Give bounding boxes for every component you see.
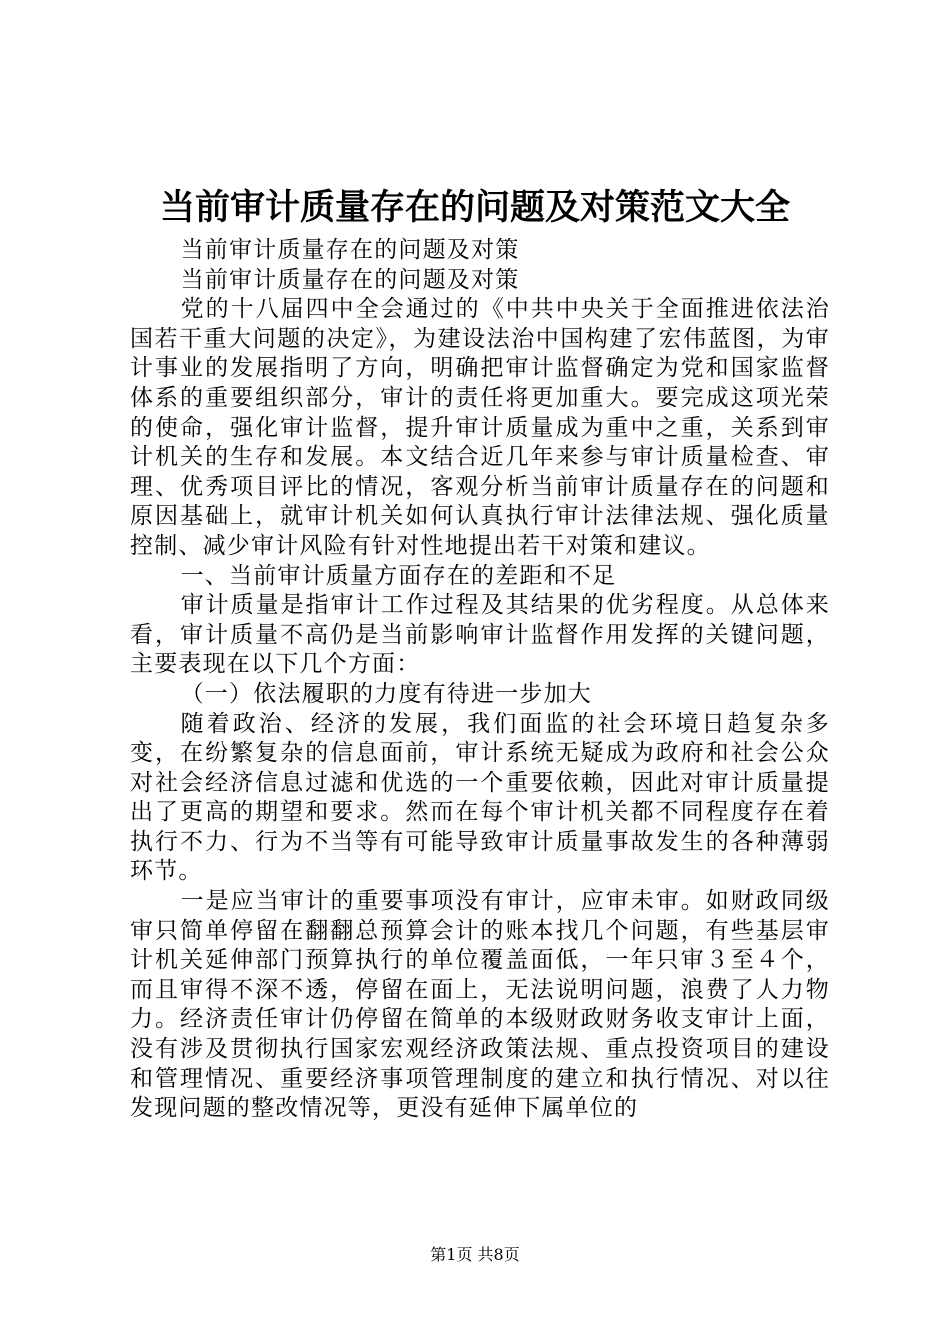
paragraph-environment: 随着政治、经济的发展，我们面监的社会环境日趋复杂多变，在纷繁复杂的信息面前，审计系统无疑成为政府和社会公众对社会经济信息过滤和优选的一个重要依赖，因此对审计质量提出了更高的期望和要求。然而在每个审计机关都不同程度存在着执行不力、行为不当等有可能导致审计质量事故发生的各种薄弱环节。 (130, 710, 830, 885)
page-footer: 第1页 共8页 (430, 1245, 520, 1264)
paragraph-subtitle-2: 当前审计质量存在的问题及对策 (180, 266, 520, 293)
document-title: 当前审计质量存在的问题及对策范文大全 (159, 187, 790, 228)
document-body (130, 236, 830, 1124)
paragraph-point-one: 一是应当审计的重要事项没有审计，应审未审。如财政同级审只简单停留在翻翻总预算会计的账本找几个问题，有些基层审计机关延伸部门预算执行的单位覆盖面低，一年只审３至４个，而且审得不深不透，停留在面上，无法说明问题，浪费了人力物力。经济责任审计仍停留在简单的本级财政财务收支审计上面，没有涉及贯彻执行国家宏观经济政策法规、重点投资项目的建设和管理情况、重要经济事项管理制度的建立和执行情况、对以往发现问题的整改情况等，更没有延伸下属单位的 (130, 888, 830, 1122)
paragraph-intro: 党的十八届四中全会通过的《中共中央关于全面推进依法治国若干重大问题的决定》，为建设法治中国构建了宏伟蓝图，为审计事业的发展指明了方向，明确把审计监督确定为党和国家监督体系的重要组织部分，审计的责任将更加重大。要完成这项光荣的使命，强化审计监督，提升审计质量成为重中之重，关系到审计机关的生存和发展。本文结合近几年来参与审计质量检查、审理、优秀项目评比的情况，客观分析当前审计质量存在的问题和原因基础上，就审计机关如何认真执行审计法律法规、强化质量控制、减少审计风险有针对性地提出若干对策和建议。 (130, 296, 830, 559)
section-heading-1: 一、当前审计质量方面存在的差距和不足 (180, 562, 617, 589)
subsection-heading-1: （一）依法履职的力度有待进一步加大 (180, 680, 592, 707)
paragraph-quality-definition: 审计质量是指审计工作过程及其结果的优劣程度。从总体来看，审计质量不高仍是当前影响审计监督作用发挥的关键问题，主要表现在以下几个方面： (130, 592, 830, 678)
paragraph-subtitle-1: 当前审计质量存在的问题及对策 (180, 237, 520, 263)
